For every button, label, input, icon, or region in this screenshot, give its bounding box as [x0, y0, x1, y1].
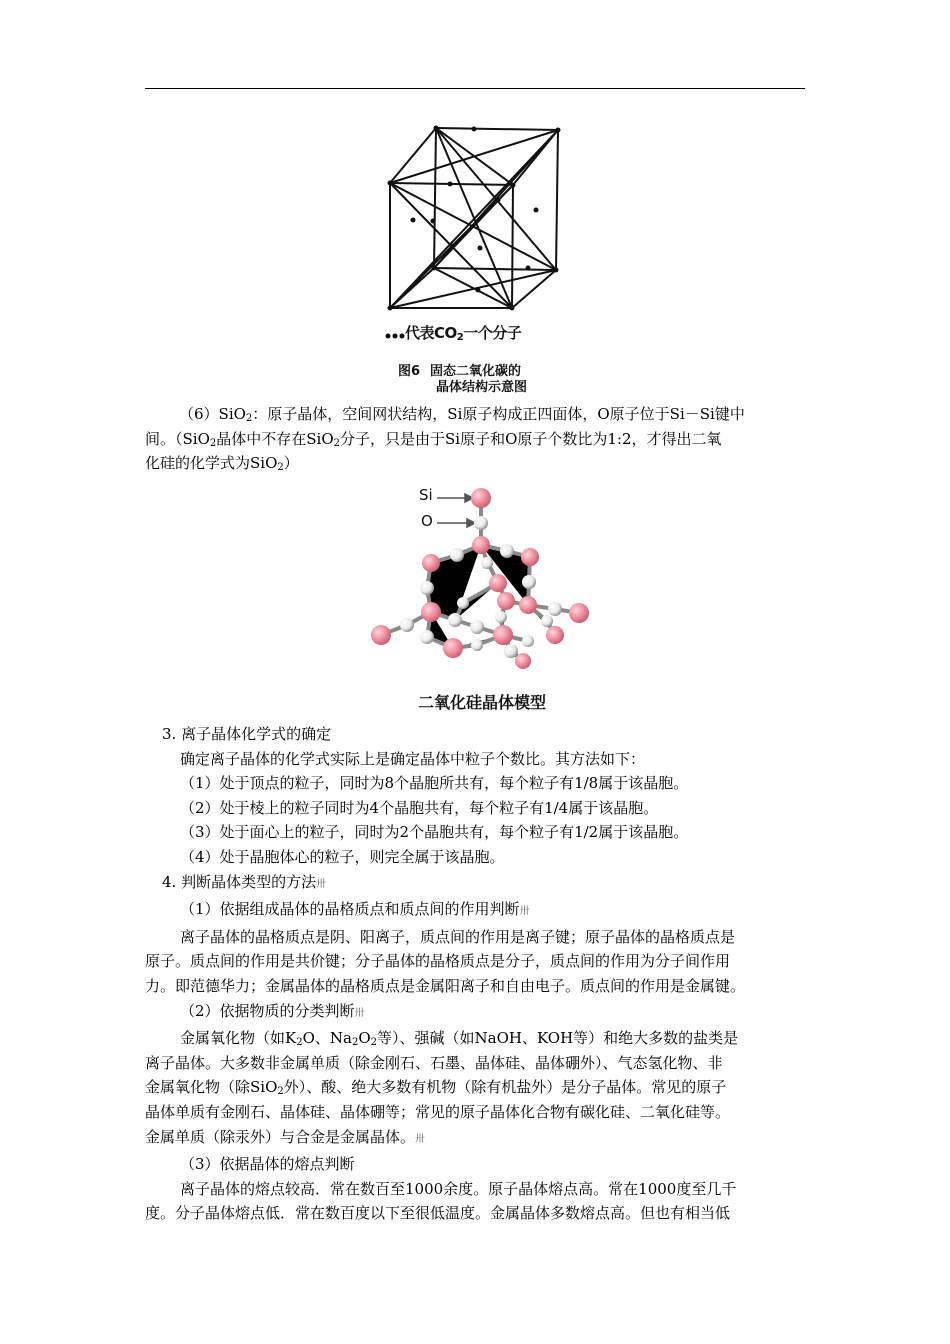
- main-text: 3. 离子晶体化学式的确定 确定离子晶体的化学式实际上是确定晶体中粒子个数比。其方法如下： （1）处于顶点的粒子，同时为8个晶胞所共有，每个粒子有1/8属于该晶胞。 （2）处于棱上的粒子同时为4个晶胞共有，每个粒子有1/4属于该晶胞。 （3）处于面心上的粒子，同时为2个晶胞共有，每个粒子有1/2属于该晶胞。 （4）处于晶胞体心的粒子，则完全属于该晶胞。 4. 判断晶体类型的方法卅 （1）依据组成晶体的晶格质点和质点间的作用判断卅 离子晶体的晶格质点是阴、阳离子，质点间的作用是离子键；原子晶体的晶格质点是 原子。质点间的作用是共价键；分子晶体的晶格质点是分子，质点间的作用为分子间作用 力。即范德华力；金属晶体的晶格质点是金属阳离子和自由电子。质点间的作用是金属键。 （2）依据物质的分类判断卅 金属氧化物（如$K_2O$、$Na_2O_2$等）、强碱（如NaOH、KOH等）和绝大多数的盐类是 离子晶体。大多数非金属单质（除金刚石、石墨、晶体硅、晶体硼外）、气态氢化物、非 金属氧化物（除SiO$_2$外）、酸、绝大多数有机物（除有机盐外）是分子晶体。常见的原子 晶体单质有金刚石、晶体硅、晶体硼等；常见的原子晶体化合物有碳化硅、二氧化硅等。 金属单质（除汞外）与合金是金属晶体。卅 （3）依据晶体的熔点判断 离子晶体的熔点较高．常在数百至1000余度。原子晶体熔点高。常在1000度至几千 度。分子晶体熔点低．常在数百度以下至很低温度。金属晶体多数熔点高。但也有相当低: [145, 722, 805, 1226]
- o-label: O: [421, 512, 433, 530]
- section-4-heading: 4. 判断晶体类型的方法卅: [162, 872, 327, 891]
- co2-legend: 代表$CO_2$一个分子: [385, 322, 521, 343]
- sio2-crystal-model: [365, 485, 600, 670]
- section-3-heading: 3. 离子晶体化学式的确定: [162, 725, 332, 743]
- si-label: Si: [419, 486, 433, 504]
- header-rule: [145, 88, 805, 89]
- co2-crystal-diagram: [378, 120, 568, 320]
- figure-6-caption: 图6 固态二氧化碳的 晶体结构示意图: [398, 364, 528, 395]
- sio2-model-caption: 二氧化硅晶体模型: [418, 693, 547, 712]
- co2-molecule-legend-icon: [385, 325, 405, 343]
- sio2-paragraph: （6）SiO$_2$：原子晶体，空间网状结构，Si原子构成正四面体，O原子位于Si－Si键中 间。（SiO$_2$晶体中不存在SiO$_2$分子，只是由于Si原子和O原子个数比为1:2，才得出二氧 化硅的化学式为SiO$_2$）: [145, 405, 745, 474]
